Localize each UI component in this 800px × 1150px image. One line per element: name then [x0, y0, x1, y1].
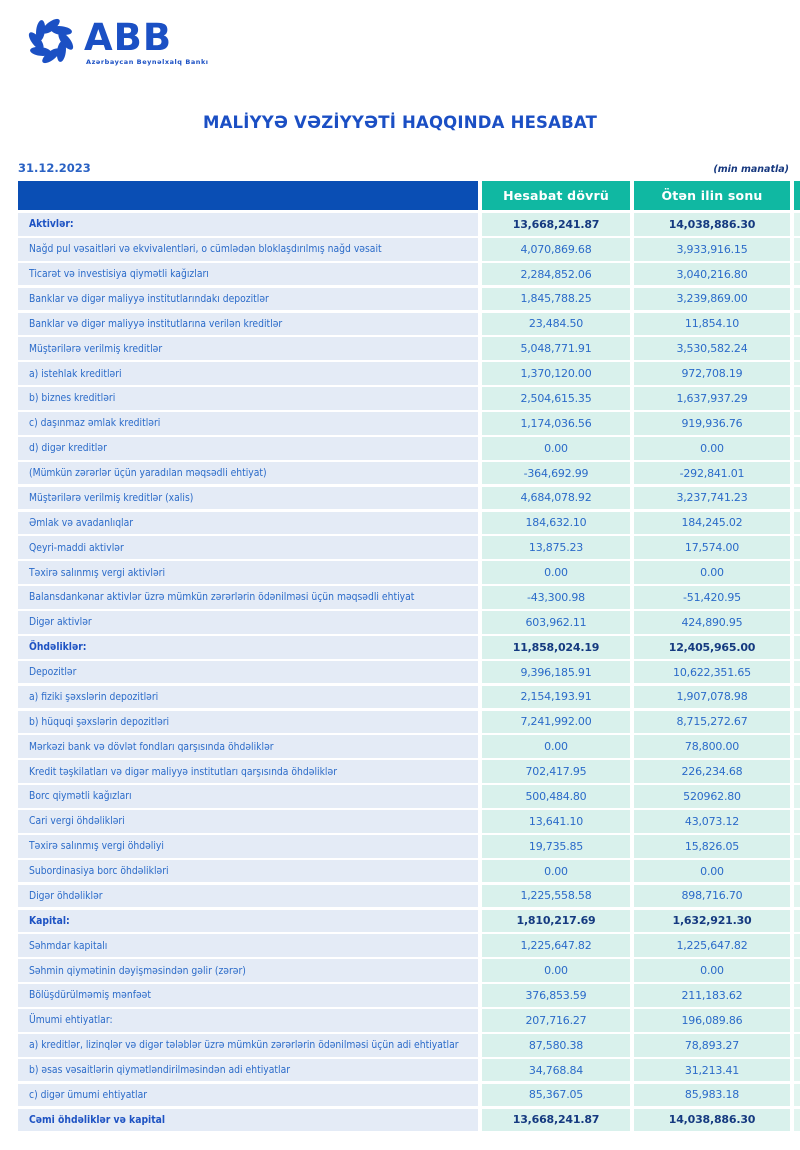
row-edge-sliver: [794, 238, 800, 261]
row-label: Banklar və digər maliyyə institutlarındakı depozitlər: [18, 288, 478, 311]
financial-table: [18, 181, 800, 1131]
row-edge-sliver: [794, 412, 800, 435]
row-edge-sliver: [794, 1059, 800, 1082]
row-edge-sliver: [794, 835, 800, 858]
header-spacer-cell: [18, 181, 478, 210]
row-value-previous: -292,841.01: [634, 462, 790, 485]
row-value-current: 1,225,558.58: [482, 885, 630, 908]
row-edge-sliver: [794, 860, 800, 883]
row-value-current: 4,684,078.92: [482, 487, 630, 510]
bank-logo: [24, 13, 209, 69]
row-label: Öhdəliklər:: [18, 636, 478, 659]
row-edge-sliver: [794, 437, 800, 460]
row-value-current: 13,668,241.87: [482, 1109, 630, 1132]
meta-row: [18, 161, 789, 175]
row-value-previous: 8,715,272.67: [634, 711, 790, 734]
row-edge-sliver: [794, 263, 800, 286]
row-value-previous: 424,890.95: [634, 611, 790, 634]
row-value-previous: 14,038,886.30: [634, 213, 790, 236]
row-label: a) istehlak kreditləri: [18, 362, 478, 385]
row-label: Kapital:: [18, 910, 478, 933]
row-value-previous: 3,530,582.24: [634, 337, 790, 360]
row-label: Banklar və digər maliyyə institutlarına verilən kreditlər: [18, 313, 478, 336]
row-value-current: 2,504,615.35: [482, 387, 630, 410]
row-value-current: 376,853.59: [482, 984, 630, 1007]
row-label: Ümumi ehtiyatlar:: [18, 1009, 478, 1032]
row-label: d) digər kreditlər: [18, 437, 478, 460]
row-label: Səhmdar kapitalı: [18, 934, 478, 957]
row-value-previous: 15,826.05: [634, 835, 790, 858]
abb-swirl-icon: [24, 13, 78, 69]
row-value-current: 19,735.85: [482, 835, 630, 858]
row-label: Digər aktivlər: [18, 611, 478, 634]
row-value-current: 1,174,036.56: [482, 412, 630, 435]
row-value-current: 0.00: [482, 437, 630, 460]
row-label: Təxirə salınmış vergi öhdəliyi: [18, 835, 478, 858]
column-header-previous: Ötən ilin sonu: [634, 181, 790, 210]
row-value-current: 0.00: [482, 959, 630, 982]
row-edge-sliver: [794, 512, 800, 535]
row-value-current: 2,284,852.06: [482, 263, 630, 286]
row-value-current: 603,962.11: [482, 611, 630, 634]
row-edge-sliver: [794, 934, 800, 957]
row-value-previous: 196,089.86: [634, 1009, 790, 1032]
unit-note: (min manatla): [713, 164, 789, 175]
row-value-previous: 520962.80: [634, 785, 790, 808]
row-value-current: -364,692.99: [482, 462, 630, 485]
row-label: Bölüşdürülməmiş mənfəət: [18, 984, 478, 1007]
logo-subtitle: Azərbaycan Beynəlxalq Bankı: [86, 58, 209, 66]
row-value-previous: 10,622,351.65: [634, 661, 790, 684]
row-edge-sliver: [794, 910, 800, 933]
row-value-previous: 1,907,078.98: [634, 686, 790, 709]
row-edge-sliver: [794, 362, 800, 385]
row-value-current: 13,668,241.87: [482, 213, 630, 236]
row-label: (Mümkün zərərlər üçün yaradılan məqsədli ehtiyat): [18, 462, 478, 485]
row-edge-sliver: [794, 487, 800, 510]
row-value-previous: 226,234.68: [634, 760, 790, 783]
row-value-current: 4,070,869.68: [482, 238, 630, 261]
row-label: Cari vergi öhdəlikləri: [18, 810, 478, 833]
row-edge-sliver: [794, 785, 800, 808]
row-value-previous: 3,239,869.00: [634, 288, 790, 311]
row-edge-sliver: [794, 636, 800, 659]
row-label: Cəmi öhdəliklər və kapital: [18, 1109, 478, 1132]
header-edge-sliver: [794, 181, 800, 210]
row-edge-sliver: [794, 760, 800, 783]
row-label: Ticarət və investisiya qiymətli kağızları: [18, 263, 478, 286]
row-label: a) kreditlər, lizinqlər və digər tələblər üzrə mümkün zərərlərin ödənilməsi üçün adi ehtiyatlar: [18, 1034, 478, 1057]
row-edge-sliver: [794, 213, 800, 236]
row-value-previous: 85,983.18: [634, 1084, 790, 1107]
row-value-current: 7,241,992.00: [482, 711, 630, 734]
row-edge-sliver: [794, 586, 800, 609]
row-value-current: 207,716.27: [482, 1009, 630, 1032]
row-value-current: 0.00: [482, 735, 630, 758]
row-edge-sliver: [794, 288, 800, 311]
row-label: Müştərilərə verilmiş kreditlər (xalis): [18, 487, 478, 510]
row-edge-sliver: [794, 462, 800, 485]
row-value-previous: 919,936.76: [634, 412, 790, 435]
row-value-previous: -51,420.95: [634, 586, 790, 609]
row-edge-sliver: [794, 885, 800, 908]
row-edge-sliver: [794, 611, 800, 634]
row-label: Nağd pul vəsaitləri və ekvivalentləri, o cümlədən bloklaşdırılmış nağd vəsait: [18, 238, 478, 261]
row-edge-sliver: [794, 711, 800, 734]
row-value-previous: 1,632,921.30: [634, 910, 790, 933]
row-value-current: 2,154,193.91: [482, 686, 630, 709]
row-edge-sliver: [794, 1109, 800, 1132]
row-value-previous: 972,708.19: [634, 362, 790, 385]
row-value-current: 87,580.38: [482, 1034, 630, 1057]
row-value-current: 23,484.50: [482, 313, 630, 336]
row-value-current: 0.00: [482, 860, 630, 883]
row-label: Təxirə salınmış vergi aktivləri: [18, 561, 478, 584]
row-edge-sliver: [794, 561, 800, 584]
row-value-previous: 0.00: [634, 860, 790, 883]
row-value-current: 34,768.84: [482, 1059, 630, 1082]
row-value-current: 0.00: [482, 561, 630, 584]
row-value-previous: 11,854.10: [634, 313, 790, 336]
row-label: Kredit təşkilatları və digər maliyyə institutları qarşısında öhdəliklər: [18, 760, 478, 783]
row-value-current: 5,048,771.91: [482, 337, 630, 360]
row-edge-sliver: [794, 337, 800, 360]
column-header-current: Hesabat dövrü: [482, 181, 630, 210]
row-label: b) biznes kreditləri: [18, 387, 478, 410]
row-value-previous: 1,225,647.82: [634, 934, 790, 957]
row-label: Borc qiymətli kağızları: [18, 785, 478, 808]
row-value-previous: 31,213.41: [634, 1059, 790, 1082]
row-value-previous: 17,574.00: [634, 536, 790, 559]
row-edge-sliver: [794, 661, 800, 684]
row-edge-sliver: [794, 1084, 800, 1107]
table-header-row: [18, 181, 800, 210]
row-value-previous: 14,038,886.30: [634, 1109, 790, 1132]
row-value-current: -43,300.98: [482, 586, 630, 609]
page-title: MALİYYƏ VƏZİYYƏTİ HAQQINDA HESABAT: [202, 113, 598, 132]
row-edge-sliver: [794, 536, 800, 559]
row-label: Qeyri-maddi aktivlər: [18, 536, 478, 559]
row-edge-sliver: [794, 735, 800, 758]
row-edge-sliver: [794, 1034, 800, 1057]
row-value-current: 13,641.10: [482, 810, 630, 833]
row-label: Səhmin qiymətinin dəyişməsindən gəlir (zərər): [18, 959, 478, 982]
row-value-previous: 184,245.02: [634, 512, 790, 535]
row-value-current: 1,845,788.25: [482, 288, 630, 311]
row-value-previous: 12,405,965.00: [634, 636, 790, 659]
row-value-previous: 0.00: [634, 959, 790, 982]
table-body: [18, 213, 800, 1131]
row-value-current: 500,484.80: [482, 785, 630, 808]
row-value-current: 9,396,185.91: [482, 661, 630, 684]
row-label: Mərkəzi bank və dövlət fondları qarşısında öhdəliklər: [18, 735, 478, 758]
row-value-previous: 78,800.00: [634, 735, 790, 758]
row-value-current: 1,225,647.82: [482, 934, 630, 957]
row-value-current: 13,875.23: [482, 536, 630, 559]
row-value-current: 1,810,217.69: [482, 910, 630, 933]
row-label: c) digər ümumi ehtiyatlar: [18, 1084, 478, 1107]
row-value-previous: 0.00: [634, 561, 790, 584]
row-value-current: 11,858,024.19: [482, 636, 630, 659]
row-value-previous: 43,073.12: [634, 810, 790, 833]
row-edge-sliver: [794, 810, 800, 833]
row-value-previous: 898,716.70: [634, 885, 790, 908]
row-value-current: 184,632.10: [482, 512, 630, 535]
row-label: Əmlak və avadanlıqlar: [18, 512, 478, 535]
row-value-current: 1,370,120.00: [482, 362, 630, 385]
report-date: 31.12.2023: [18, 161, 91, 175]
row-value-previous: 3,040,216.80: [634, 263, 790, 286]
row-label: a) fiziki şəxslərin depozitləri: [18, 686, 478, 709]
row-value-previous: 211,183.62: [634, 984, 790, 1007]
logo-wordmark: ABB: [84, 16, 173, 59]
row-label: Balansdankənar aktivlər üzrə mümkün zərərlərin ödənilməsi üçün məqsədli ehtiyat: [18, 586, 478, 609]
row-label: Müştərilərə verilmiş kreditlər: [18, 337, 478, 360]
row-edge-sliver: [794, 1009, 800, 1032]
row-value-previous: 1,637,937.29: [634, 387, 790, 410]
row-label: Digər öhdəliklər: [18, 885, 478, 908]
row-edge-sliver: [794, 959, 800, 982]
row-value-previous: 0.00: [634, 437, 790, 460]
row-edge-sliver: [794, 686, 800, 709]
row-edge-sliver: [794, 984, 800, 1007]
row-edge-sliver: [794, 313, 800, 336]
row-value-previous: 3,933,916.15: [634, 238, 790, 261]
row-value-current: 85,367.05: [482, 1084, 630, 1107]
row-value-current: 702,417.95: [482, 760, 630, 783]
row-label: Depozitlər: [18, 661, 478, 684]
row-label: b) hüquqi şəxslərin depozitləri: [18, 711, 478, 734]
row-value-previous: 3,237,741.23: [634, 487, 790, 510]
row-edge-sliver: [794, 387, 800, 410]
row-label: c) daşınmaz əmlak kreditləri: [18, 412, 478, 435]
row-label: b) əsas vəsaitlərin qiymətləndirilməsindən adi ehtiyatlar: [18, 1059, 478, 1082]
row-label: Subordinasiya borc öhdəlikləri: [18, 860, 478, 883]
row-value-previous: 78,893.27: [634, 1034, 790, 1057]
row-label: Aktivlər:: [18, 213, 478, 236]
